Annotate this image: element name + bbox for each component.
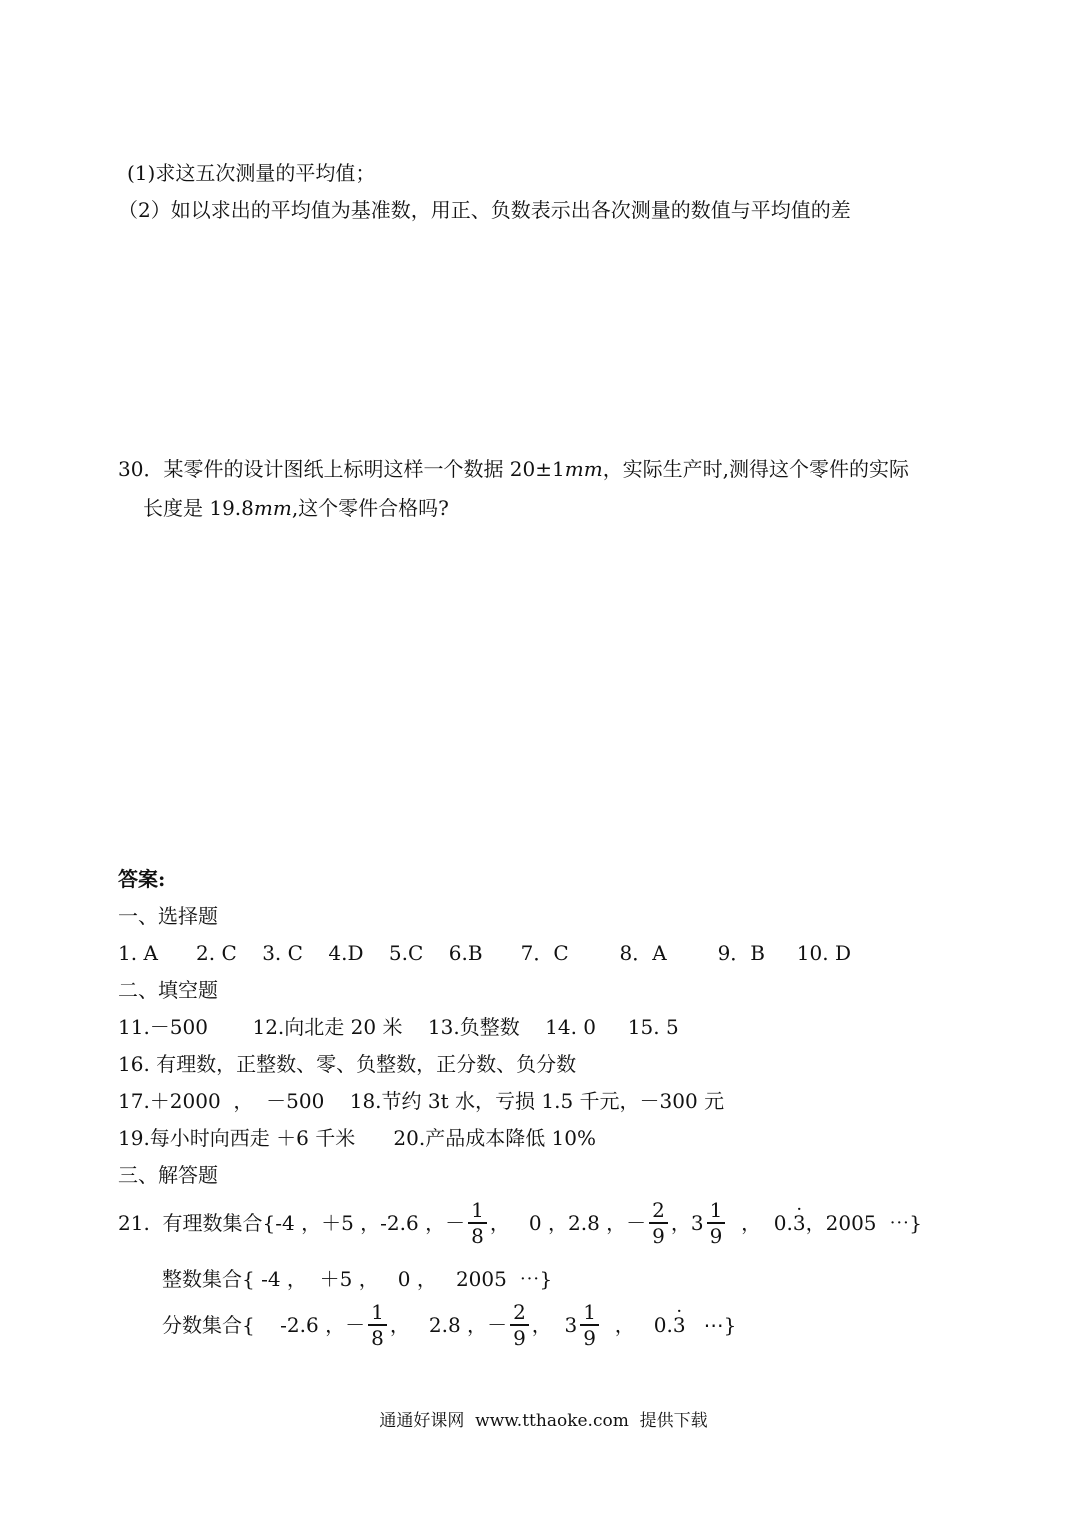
fraction-two-ninths xyxy=(649,1198,668,1248)
q21-tail: ，2005 ⋯} xyxy=(805,1211,922,1235)
mixed-whole: 3 xyxy=(564,1313,578,1337)
fraction-numerator: 1 xyxy=(707,1198,726,1224)
q30-line2-text: 长度是 19.8 xyxy=(143,496,254,520)
q21-label: 21. 有理数集合{-4 ，＋5 ，-2.6 ， xyxy=(118,1211,446,1235)
fraction-numerator: 1 xyxy=(580,1300,599,1326)
repeating-digit: · 3 xyxy=(673,1313,686,1337)
fill-answers-11-15: 11.－500 12.向北走 20 米 13.负整数 14. 0 15. 5 xyxy=(118,1015,679,1039)
q30-line1-rest: ，实际生产时,测得这个零件的实际 xyxy=(602,457,910,481)
fraction-one-ninth xyxy=(707,1198,726,1248)
q29-part2: （2）如以求出的平均值为基准数，用正、负数表示出各次测量的数值与平均值的差 xyxy=(118,198,851,222)
fraction-set-tail: ⋯} xyxy=(703,1313,737,1337)
repeating-decimal xyxy=(774,1210,806,1236)
multiple-choice-answers: 1. A 2. C 3. C 4.D 5.C 6.B 7．C 8．A 9．B 10. D xyxy=(118,941,851,965)
fraction-numerator: 1 xyxy=(468,1198,487,1224)
fraction-denominator: 8 xyxy=(371,1326,384,1350)
separator: ， xyxy=(670,1211,691,1235)
separator: ， xyxy=(728,1211,774,1235)
minus-sign: － xyxy=(445,1211,466,1235)
answers-heading: 答案: xyxy=(118,867,166,891)
fraction-set-label: 分数集合{ -2.6 ， xyxy=(162,1313,346,1337)
q30-unit: mm xyxy=(564,457,603,481)
fill-answers-17-18: 17.＋2000 ， －500 18.节约 3t 水，亏损 1.5 千元，－300 元 xyxy=(118,1089,725,1113)
fraction-denominator: 9 xyxy=(709,1224,723,1248)
separator: ， xyxy=(531,1313,565,1337)
footer: 通通好课网 www.tthaoke.com 提供下载 xyxy=(379,1411,708,1431)
fraction-numerator: 1 xyxy=(368,1300,387,1326)
fraction-one-eighth xyxy=(368,1300,387,1350)
fraction-numerator: 2 xyxy=(510,1300,529,1326)
section-solutions: 三、解答题 xyxy=(118,1163,218,1187)
q21-integer-set: 整数集合{ -4 ， ＋5 ， 0 ， 2005 ⋯} xyxy=(162,1267,553,1291)
q30-line1 xyxy=(118,456,909,482)
separator: ， xyxy=(601,1313,654,1337)
q21-fraction-set xyxy=(162,1300,736,1350)
q30-line2-rest: ,这个零件合格吗? xyxy=(291,496,449,520)
fraction-denominator: 9 xyxy=(583,1326,596,1350)
fill-answers-19-20: 19.每小时向西走 ＋6 千米 20.产品成本降低 10% xyxy=(118,1126,597,1150)
repeating-digit: · 3 xyxy=(793,1211,806,1235)
section-multiple-choice: 一、选择题 xyxy=(118,904,218,928)
repeating-decimal xyxy=(654,1312,686,1338)
minus-sign: － xyxy=(345,1313,366,1337)
fill-answer-16: 16. 有理数，正整数、零、负整数，正分数、负分数 xyxy=(118,1052,577,1076)
minus-sign: － xyxy=(626,1211,647,1235)
q29-part1: (1)求这五次测量的平均值； xyxy=(127,161,376,185)
q30-unit: mm xyxy=(253,496,292,520)
section-fill-blank: 二、填空题 xyxy=(118,978,218,1002)
q30-line2 xyxy=(143,495,449,521)
q21-rational-set xyxy=(118,1198,922,1248)
fraction-numerator: 2 xyxy=(649,1198,668,1224)
repeating-decimal-base: 0. xyxy=(653,1313,673,1337)
fraction-one-eighth xyxy=(468,1198,487,1248)
mixed-whole: 3 xyxy=(690,1211,704,1235)
fraction-set-mid: ， 2.8 ， xyxy=(389,1313,488,1337)
minus-sign: － xyxy=(487,1313,508,1337)
fraction-denominator: 9 xyxy=(652,1224,665,1248)
fraction-one-ninth xyxy=(580,1300,599,1350)
fraction-denominator: 9 xyxy=(513,1326,526,1350)
repeating-decimal-base: 0. xyxy=(773,1211,793,1235)
fraction-two-ninths xyxy=(510,1300,529,1350)
fraction-denominator: 8 xyxy=(471,1224,484,1248)
q30-line1-text: 30．某零件的设计图纸上标明这样一个数据 20±1 xyxy=(118,457,565,481)
q21-mid: ， 0 ，2.8 ， xyxy=(489,1211,627,1235)
